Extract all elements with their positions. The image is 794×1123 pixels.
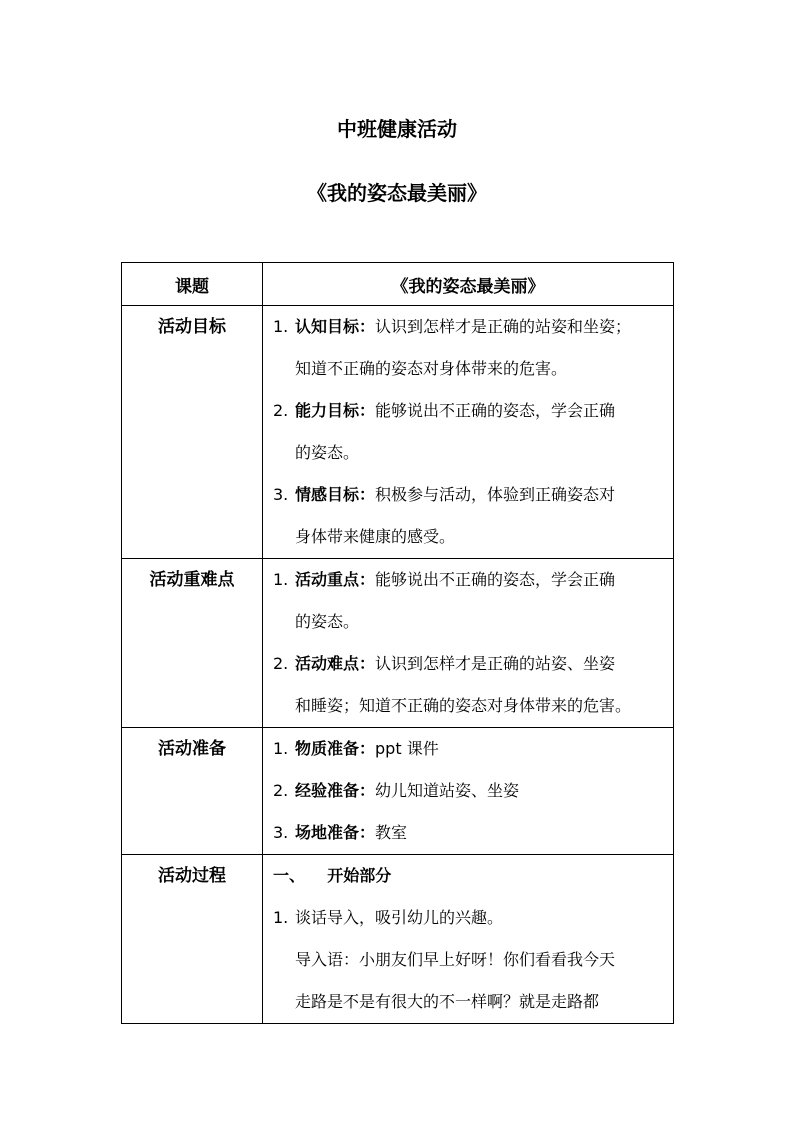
item-text-cont: 和睡姿；知道不正确的姿态对身体带来的危害。: [295, 696, 632, 715]
item-key: 能力目标：: [295, 401, 376, 420]
section-heading: 一、 开始部分: [273, 866, 392, 885]
table-row-process: [122, 855, 674, 1024]
goals-content: [263, 306, 674, 559]
item-text-cont: 的姿态。: [295, 612, 360, 631]
table-row-topic: [122, 263, 674, 306]
list-item: [273, 474, 667, 558]
item-text: 教室: [375, 823, 408, 842]
table-row-goals: [122, 306, 674, 559]
intro-text-cont: 走路是不是有很大的不一样啊？就是走路都: [295, 992, 600, 1011]
page-subtitle: 《我的姿态最美丽》: [307, 181, 487, 205]
item-number: 1.: [273, 739, 289, 758]
list-item: [273, 897, 667, 1023]
preparation-label: [122, 728, 263, 855]
lesson-plan-table: [121, 262, 674, 1024]
goals-label: [122, 306, 263, 559]
list-item: [273, 643, 667, 727]
preparation-content: [263, 728, 674, 855]
item-number: 1.: [273, 908, 289, 927]
list-item: [273, 770, 667, 812]
item-number: 2.: [273, 781, 289, 800]
item-number: 3.: [273, 823, 289, 842]
item-text: 能够说出不正确的姿态，学会正确: [375, 570, 616, 589]
table-row-difficulties: [122, 559, 674, 728]
item-key: 认知目标：: [295, 317, 376, 336]
item-number: 2.: [273, 401, 289, 420]
difficulties-content: [263, 559, 674, 728]
item-text: 谈话导入，吸引幼儿的兴趣。: [295, 908, 504, 927]
list-item: [273, 728, 667, 770]
table-row-preparation: [122, 728, 674, 855]
item-number: 3.: [273, 485, 289, 504]
topic-label: 课题: [122, 263, 263, 306]
item-key: 场地准备：: [295, 823, 376, 842]
item-key: 物质准备：: [295, 739, 376, 758]
item-key: 活动重点：: [295, 570, 376, 589]
process-label-text: 活动过程: [158, 866, 226, 886]
process-label: [122, 855, 263, 1024]
item-text: 积极参与活动，体验到正确姿态对: [375, 485, 616, 504]
list-item: [273, 306, 667, 390]
difficulties-label-text: 活动重难点: [149, 570, 235, 590]
item-text: 认识到怎样才是正确的站姿、坐姿: [375, 654, 616, 673]
difficulties-label: [122, 559, 263, 728]
item-key: 经验准备：: [295, 781, 376, 800]
goals-label-text: 活动目标: [158, 317, 226, 337]
item-number: 1.: [273, 570, 289, 589]
process-content: [263, 855, 674, 1024]
item-text: 认识到怎样才是正确的站姿和坐姿；: [375, 317, 632, 336]
page-title: 中班健康活动: [337, 117, 457, 141]
list-item: [273, 559, 667, 643]
list-item: [273, 390, 667, 474]
item-text-cont: 知道不正确的姿态对身体带来的危害。: [295, 359, 568, 378]
item-key: 活动难点：: [295, 654, 376, 673]
item-number: 1.: [273, 317, 289, 336]
item-text: 能够说出不正确的姿态，学会正确: [375, 401, 616, 420]
item-text: 幼儿知道站姿、坐姿: [375, 781, 520, 800]
item-text-cont: 的姿态。: [295, 443, 360, 462]
list-item: [273, 812, 667, 854]
item-text-cont: 身体带来健康的感受。: [295, 527, 456, 546]
preparation-label-text: 活动准备: [158, 739, 226, 759]
topic-value: 《我的姿态最美丽》: [263, 263, 674, 306]
item-number: 2.: [273, 654, 289, 673]
item-key: 情感目标：: [295, 485, 376, 504]
item-text: ppt 课件: [375, 739, 439, 758]
intro-text: 导入语：小朋友们早上好呀！你们看看我今天: [295, 950, 616, 969]
